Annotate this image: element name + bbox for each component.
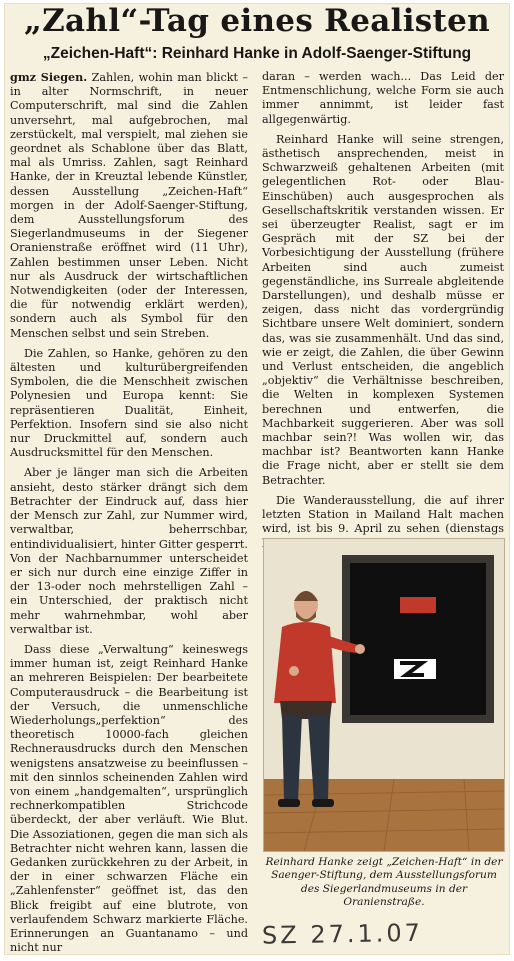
paragraph: Die Wanderausstellung, die auf ihrer letzten Station in Mailand Halt machen wird, ist bis 9. April zu sehen (dienstags (262, 493, 504, 536)
paragraph: Dass diese „Verwaltung“ keineswegs immer human ist, zeigt Reinhard Hanke an mehreren Beispielen: Der bearbeitete Computerausdruck – die Bearbeitung ist der Versuch, die unmenschliche Wiederholungs„perfektion“ des theoretisch 10000-fach gleichen Rechnerausdrucks durch den Menschen wenigstens ansatzweise zu beeinflussen – mit den sinnlos scheinenden Zahlen wird von einem „handgemalten“, ursprünglich rechnerkompatiblen Strichcode überdeckt, der aber verläuft. Wie Blut. Die Assoziationen, gegen die man sich als Betrachter nicht wehren kann, lassen die Gedanken zurückkehren zu der Arbeit, in der in einer schwarzen Fläche ein „Zahlenfenster“ geöffnet ist, das den Blick freigibt auf eine blutrote, von verlaufendem Schwarz markierte Fläche. Erinnerungen an Guantanamo – und nicht nur (10, 642, 248, 955)
dateline: gmz Siegen. (10, 70, 88, 84)
article-photo (263, 538, 505, 852)
paragraph: Aber je länger man sich die Arbeiten ansieht, desto stärker drängt sich dem Betrachter der Eindruck auf, dass hier der Mensch zur Zahl, zur Nummer wird, verwaltbar, beherrschbar, entindividualisiert, hinter Gitter gesperrt. Von der Nachbarnummer unterscheidet er sich nur durch eine einzige Ziffer in der 13-oder noch mehrstelligen Zahl – ein Unterschied, der praktisch nicht mehr wahrnehmbar, wohl aber verwaltbar ist. (10, 466, 248, 636)
headline: „Zahl“-Tag eines Realisten (23, 3, 491, 39)
photo-caption: Reinhard Hanke zeigt „Zeichen-Haft“ in der Saenger-Stiftung, dem Ausstellungsforum des Siegerlandmuseums in der Oranienstraße. (265, 856, 503, 909)
paragraph: daran – werden wach... Das Leid der Entmenschlichung, welche Form sie auch immer annimmt, ist leider fast allgegenwärtig. (262, 70, 504, 126)
paragraph: Die Zahlen, so Hanke, gehören zu den ältesten und kulturübergreifenden Symbolen, die die Menschheit zwischen Polynesien und Europa kennt: Sie repräsentieren Dualität, Einheit, Perfektion. Insofern sind sie also nicht nur Druckmittel auf, sondern auch Ausdrucksmittel für den Menschen. (10, 346, 248, 460)
subheadline: „Zeichen-Haft“: Reinhard Hanke in Adolf-Saenger-Stiftung (42, 45, 472, 62)
article-column-2 (262, 70, 504, 557)
handwritten-note: SZ 27.1.07 (261, 918, 424, 950)
paragraph: Reinhard Hanke will seine strengen, ästhetisch ansprechenden, meist in Schwarzweiß gehaltenen Arbeiten (mit gelegentlichen Rot- oder Blau-Einschüben) auch ausgesprochen als Gesellschaftskritik verstanden wissen. Er sei überzeugter Realist, sagt er im Gespräch mit der SZ bei der Vorbesichtigung der Ausstellung (frühere Arbeiten sind auch zumeist gegenständliche, ins Surreale abgleitende Darstellungen), und deshalb müsse er zeigen, dass nicht das vordergründig Sichtbare unsere Welt dominiert, sondern das, was sie zusammenhält. Und das sind, wie er zeigt, die Zahlen, die über Gewinn und Verlust entscheiden, die angeblich „objektiv“ die Verhältnisse beschreiben, die Welten in komplexen Systemen berechnen und entwerfen, die Machbarkeit suggerieren. Aber was soll machbar sein?! Was wollen wir, das machbar ist? Beantworten kann Hanke die Frage nicht, aber er stellt sie dem Betrachter. (262, 132, 504, 487)
article-column-1 (10, 70, 248, 961)
painting (342, 555, 494, 723)
paragraph (10, 70, 248, 341)
paragraph-text: Zahlen, wohin man blickt – in alter Normschrift, in neuer Computerschrift, mal sind die Zahlen unversehrt, mal aufgebrochen, mal zerstückelt, mal verspielt, mal ziehen sie geordnet als Schablone über das Blatt, mal als Umriss. Zahlen, sagt Reinhard Hanke, der in Kreuztal lebende Künstler, dessen Ausstellung „Zeichen-Haft“ morgen in der Adolf-Saenger-Stiftung, dem Ausstellungsforum des Siegerlandmuseums in der Siegener Oranienstraße eröffnet wird (11 Uhr), Zahlen bestimmen unser Leben. Nicht nur als Ausdruck der wirtschaftlichen Notwendigkeiten (oder der Interessen, die für notwendig erklärt werden), sondern auch als Symbol für den Menschen selbst und sein Streben. (10, 71, 249, 340)
